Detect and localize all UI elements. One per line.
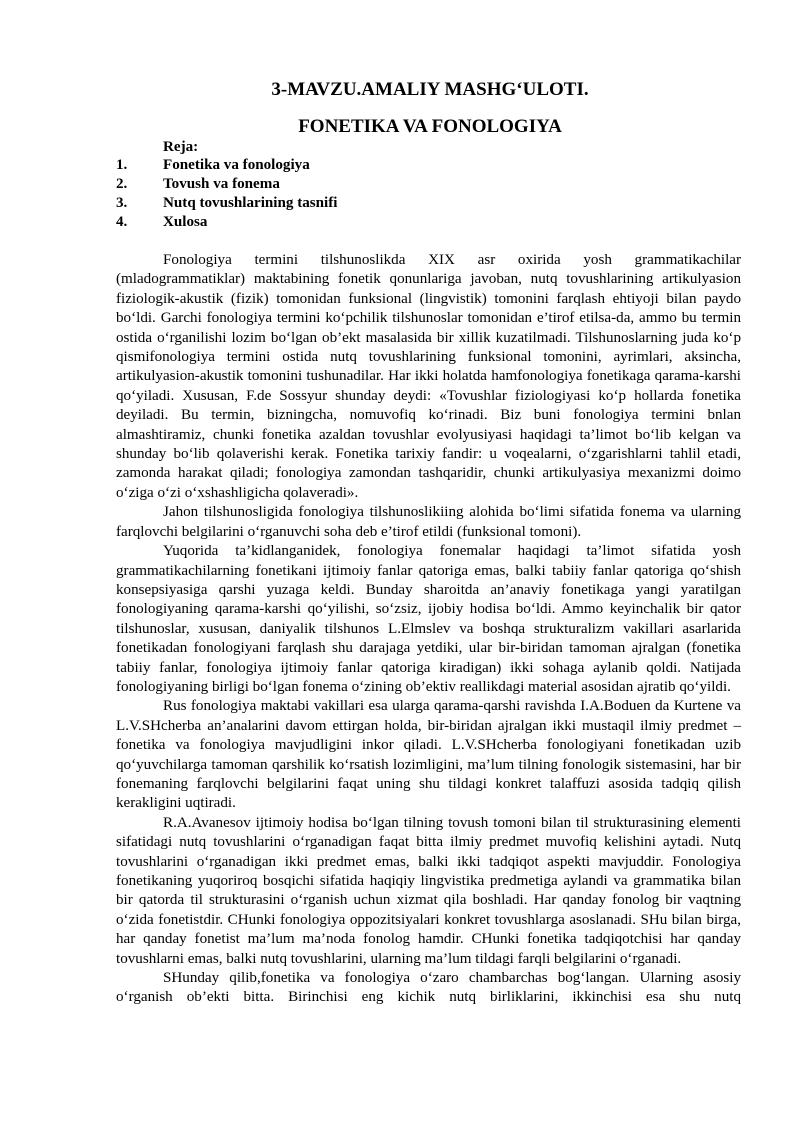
plan-item-number: 3.: [116, 195, 128, 211]
paragraph: R.A.Avanesov ijtimoiy hodisa bo‘lgan tilning tovush tomoni bilan til strukturasining elementi sifatidagi nutq tovushlarini o‘rganadigan faqat bitta ilmiy predmet muvofiq kelishini aytadi. Nutq tovushlarini o‘rganadigan ikki predmet emas, balki ikki tadqiqot aspekti mavjuddir. Fonologiya fonetikaning yuqoriroq bosqichi sifatida haqiqiy lingvistika predmetiga aylandi va grammatika bilan bir qatorda til strukturasini o‘rganish uchun xizmat qila boshladi. Har qanday fonolog bir vaqtning o‘zida fonetistdir. CHunki fonologiya oppozitsiyalari konkret tovushlarga asoslanadi. SHu bilan birga, har qanday fonetist ma’lum ma’noda fonolog hamdir. CHunki fonetika tadqiqotchisi har qanday tovushlarni emas, balki nutq tovushlarini, ularning ma’lum tildagi farqli belgilarini o‘rganadi.: [116, 814, 741, 967]
paragraph: Yuqorida ta’kidlanganidek, fonologiya fonemalar haqidagi ta’limot sifatida yosh grammatikachilarning fonetikani ijtimoiy fanlar qatoriga emas, balki tabiiy fanlar qatoriga qo‘shish konsepsiyasiga qarshi yuzaga keldi. Bunday sharoitda an’anaviy fonetikaga yangi yaratilgan fonologiyaning qarama-karshi qo‘yilishi, so‘zsiz, ijobiy hodisa bo‘ldi. Ammo keyinchalik bir qator tilshunoslar, xususan, daniyalik tilshunos L.Elmslev va boshqa strukturalizm vakillari asarlarida fonetikadan fonologiyani farqlash shu darajaga yetdiki, ular bir-biridan tamoman ajralgan (fonetika tabiiy fanlar, fonologiya ijtimoiy fanlar qatoriga kiradigan) ikki sohaga aylanib qoldi. Natijada fonologiyaning birligi bo‘lgan fonema o‘zining ob’ektiv reallikdagi material asosidan ajratib qo‘yildi.: [116, 543, 741, 695]
plan-item-text: Nutq tovushlarining tasnifi: [163, 195, 338, 211]
plan-item: [116, 213, 337, 232]
plan-item-text: Tovush va fonema: [163, 176, 280, 192]
lesson-title: 3-MAVZU.AMALIY MASHG‘ULOTI.: [271, 79, 589, 100]
topic-title: FONETIKA VA FONOLOGIYA: [298, 116, 562, 137]
paragraph: Rus fonologiya maktabi vakillari esa ularga qarama-qarshi ravishda I.A.Boduen da Kurtene va L.V.SHcherba an’analarini davom ettirgan holda, bir-biridan ajralgan ikki mustaqil ilmiy predmet – fonetika va fonologiya mavjudligini inkor qiladi. L.V.SHcherba fonologiyani fonetikadan uzib qo‘yuvchilarga tamoman qarshilik ko‘rsatish lozimligini, ma’lum tilning fonologik sistemasini, har bir fonemaning farqlovchi belgilarini faqat uning shu tildagi konkret talaffuzi asosida tadqiq qilish kerakligini uqtiradi.: [116, 698, 741, 812]
paragraph: SHunday qilib,fonetika va fonologiya o‘zaro chambarchas bog‘langan. Ularning asosiy o‘rganish ob’ekti bitta. Birinchisi eng kichik nutq birliklarini, ikkinchisi esa shu nutq: [116, 970, 741, 1006]
plan-item-number: 1.: [116, 157, 128, 173]
paragraph: Jahon tilshunosligida fonologiya tilshunoslikiing alohida bo‘limi sifatida fonema va ularning farqlovchi belgilarini o‘rganuvchi soha deb e’tirof etildi (funksional tomoni).: [116, 504, 741, 540]
plan-item: [116, 194, 337, 213]
plan-item-text: Fonetika va fonologiya: [163, 157, 310, 173]
paragraph: Fonologiya termini tilshunoslikda XIX asr oxirida yosh grammatikachilar (mladogrammatiklar) maktabining fonetik qonunlariga javoban, nutq tovushlarining artikulyasion fiziologik-akustik (fizik) tomonidan funksional (lingvistik) tomonini farqlash ehtiyoji bilan paydo bo‘ldi. Garchi fonologiya termini ko‘pchilik tilshunoslar tomonidan e’tirof etilsa-da, ammo bu termin ostida o‘rganilishi lozim bo‘lgan ob’ekt masalasida bir xillik kuzatilmadi. Tilshunoslarning juda ko‘p qismifonologiya termini ostida nutq tovushlarining funksional tomonini, ayrimlari, aksincha, artikulyasion-akustik tomonini tushunadilar. Har ikki holatda hamfonologiya fonetikaga qarama-karshi qo‘yiladi. Xususan, F.de Sossyur shunday deydi: «Tovushlar fiziologiyasi ko‘p hollarda fonetika deyiladi. Bu termin, bizningcha, nomuvofiq ko‘rinadi. Biz buni fonologiya termini bnlan almashtiramiz, chunki fonetika azaldan tovushlar evolyusiyasi haqidagi ta’limot bo‘lib kelgan va shunday bo‘lib qolaverishi kerak. Fonetika tarixiy fandir: u voqealarni, o‘zgarishlarni tahlil etadi, zamonda harakat qiladi; fonologiya zamondan tashqaridir, chunki artikulyasiya mexanizmi doimo o‘ziga o‘zi o‘xshashligicha qolaveradi».: [116, 252, 741, 501]
plan-heading: Reja:: [163, 139, 199, 155]
plan-item-text: Xulosa: [163, 214, 208, 230]
plan-item-number: 2.: [116, 176, 128, 192]
plan-item: [116, 156, 337, 175]
plan-item: [116, 175, 337, 194]
plan-list: [116, 156, 337, 232]
plan-item-number: 4.: [116, 214, 128, 230]
body-text: [116, 251, 741, 1008]
